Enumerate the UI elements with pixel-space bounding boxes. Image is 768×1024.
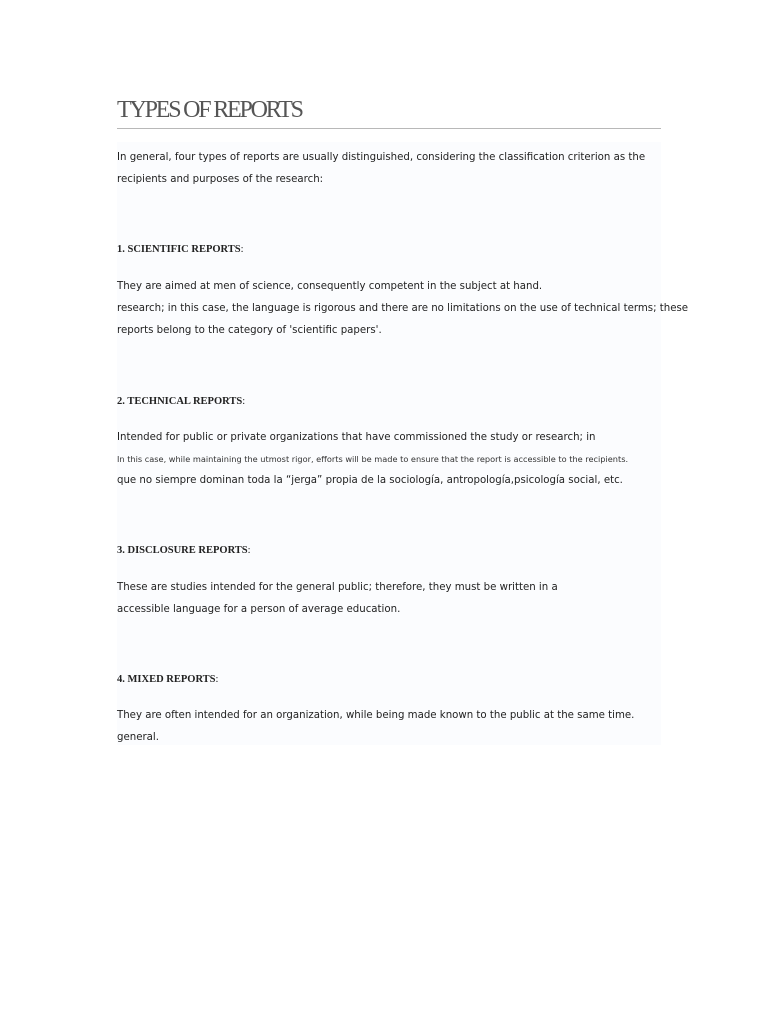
section-3-suffix: : (247, 545, 251, 556)
title-divider (117, 128, 661, 129)
section-2-line-1: Intended for public or private organizations that have commissioned the study or research; in (117, 432, 596, 443)
section-1-suffix: : (240, 244, 244, 255)
section-3-line-1: These are studies intended for the general public; therefore, they must be written in a (117, 582, 558, 593)
section-4-heading (117, 673, 218, 687)
section-3-heading (117, 544, 251, 558)
page-title: TYPES OF REPORTS (117, 97, 302, 123)
section-1-heading (117, 243, 244, 257)
section-4-line-1: They are often intended for an organization, while being made known to the public at the same time. (117, 710, 635, 721)
section-3-title: DISCLOSURE REPORTS (127, 545, 248, 556)
section-2-line-2: In this case, while maintaining the utmost rigor, efforts will be made to ensure that the report is accessible to the recipients. (117, 454, 629, 464)
section-2-suffix: : (242, 396, 246, 407)
section-2-heading (117, 395, 245, 409)
section-2-line-3: que no siempre dominan toda la “jerga” propia de la sociología, antropología,psicología social, etc. (117, 475, 623, 486)
section-3-line-2: accessible language for a person of average education. (117, 604, 401, 615)
intro-line-2: recipients and purposes of the research: (117, 174, 324, 185)
section-1-title: SCIENTIFIC REPORTS (127, 244, 241, 255)
section-2-title: TECHNICAL REPORTS (127, 396, 243, 407)
section-4-suffix: : (215, 674, 219, 685)
section-4-line-2: general. (117, 732, 159, 743)
section-1-line-2: research; in this case, the language is rigorous and there are no limitations on the use of technical terms; these (117, 303, 689, 314)
section-4-number: 4. (117, 674, 125, 685)
intro-line-1: In general, four types of reports are usually distinguished, considering the classification criterion as the (117, 152, 646, 163)
section-1-line-1: They are aimed at men of science, consequently competent in the subject at hand. (117, 281, 543, 292)
section-4-title: MIXED REPORTS (127, 674, 216, 685)
section-2-number: 2. (117, 396, 125, 407)
section-1-line-3: reports belong to the category of 'scientific papers'. (117, 325, 382, 336)
section-1-number: 1. (117, 244, 125, 255)
section-3-number: 3. (117, 545, 125, 556)
